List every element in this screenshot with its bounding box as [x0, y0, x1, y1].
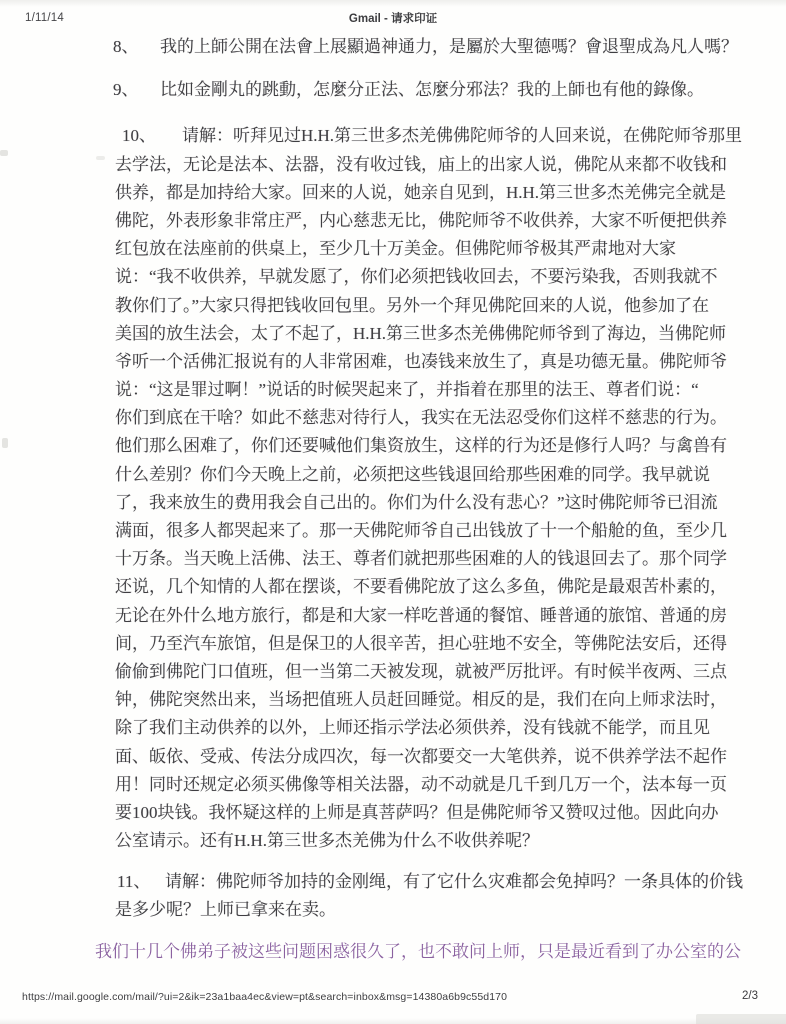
question-number: 9、: [113, 80, 139, 100]
paragraph-line: 红包放在法座前的供桌上，至少几十万美金。但佛陀师爷极其严肃地对大家: [115, 239, 676, 259]
scan-edge-top: [0, 0, 786, 7]
question-number: 10、: [122, 126, 156, 146]
paragraph-line: 偷偷到佛陀门口值班，但一当第二天被发现，就被严厉批评。有时候半夜两、三点: [115, 661, 727, 681]
paragraph-line: 用！同时还规定必须买佛像等相关法器，动不动就是几千到几万一个，法本每一页: [115, 774, 727, 794]
print-date: 1/11/14: [25, 12, 64, 24]
paragraph-line: [115, 76, 755, 104]
question-number: 11、: [117, 872, 151, 892]
question-paragraph: [115, 76, 755, 104]
paragraph-line: 钟，佛陀突然出来，当场把值班人员赶回睡觉。相反的是，我们在向上师求法时，: [115, 690, 727, 710]
closing-note-highlighted: 我们十几个佛弟子被这些问题困惑很久了，也不敢问上师，只是最近看到了办公室的公: [95, 942, 741, 961]
paragraph-line: 供养，都是加持给大家。回来的人说，她亲自见到，H.H.第三世多杰羌佛完全就是: [115, 182, 727, 202]
page-number: 2/3: [742, 990, 758, 1002]
paragraph-line: 是多少呢？上师已拿来在卖。: [115, 900, 336, 920]
paragraph-line: 间，乃至汽车旅馆，但是保卫的人很辛苦，担心驻地不安全，等佛陀法安后，还得: [115, 633, 727, 653]
question-paragraph: [115, 122, 755, 855]
scan-speck: [2, 438, 8, 448]
question-text: 请解：佛陀师爷加持的金刚绳，有了它什么灾难都会免掉吗？一条具体的价钱: [165, 872, 743, 892]
paragraph-line: 爷听一个活佛汇报说有的人非常困难，也凑钱来放生了，真是功德无量。佛陀师爷: [115, 351, 727, 371]
paragraph-line: [115, 868, 755, 896]
question-number: 8、: [113, 37, 139, 56]
paragraph-line: 他们那么困难了，你们还要喊他们集资放生，这样的行为还是修行人吗？与禽兽有: [115, 436, 727, 456]
paragraph-line: [115, 122, 755, 150]
paragraph-line: 说：“这是罪过啊！”说话的时候哭起来了，并指着在那里的法王、尊者们说：“: [115, 380, 699, 400]
scan-speck: [96, 156, 105, 160]
paragraph-line: 无论在外什么地方旅行，都是和大家一样吃普通的餐馆、睡普通的旅馆、普通的房: [115, 605, 727, 625]
question-paragraph: [115, 868, 755, 924]
scan-speck: [0, 150, 8, 156]
source-url: https://mail.google.com/mail/?ui=2&ik=23a1baa4ec&view=pt&search=inbox&msg=14380a6b9c55d170: [22, 991, 508, 1003]
question-paragraph: [115, 33, 755, 61]
paragraph-line: 什么差别？你们今天晚上之前，必须把这些钱退回给那些困难的同学。我早就说: [115, 464, 710, 484]
paragraph-line: 教你们了。”大家只得把钱收回包里。另外一个拜见佛陀回来的人说，他参加了在: [115, 295, 710, 315]
paragraph-line: 十万条。当天晚上活佛、法王、尊者们就把那些困难的人的钱退回去了。那个同学: [115, 549, 727, 569]
paragraph-line: 美国的放生法会，太了不起了，H.H.第三世多杰羌佛佛陀师爷到了海边，当佛陀师: [115, 323, 727, 343]
email-body-text: [115, 33, 755, 925]
paragraph-line: [115, 33, 755, 61]
paragraph-line: 面、皈依、受戒、传法分成四次，每一次都要交一大笔供养，说不供养学法不起作: [115, 746, 727, 766]
question-text: 比如金剛丸的跳動，怎麼分正法、怎麼分邪法？我的上師也有他的錄像。: [160, 80, 704, 100]
paragraph-line: 说：“我不收供养，早就发愿了，你们必须把钱收回去，不要污染我，否则我就不: [115, 267, 718, 287]
paragraph-line: 满面，很多人都哭起来了。那一天佛陀师爷自己出钱放了十一个船舱的鱼，至少几: [115, 521, 727, 540]
scan-smudge: [696, 1014, 786, 1024]
paragraph-line: 公室请示。还有H.H.第三世多杰羌佛为什么不收供养呢？: [115, 831, 540, 851]
scan-edge-bottom: [0, 1018, 786, 1024]
question-text: 我的上師公開在法會上展顯過神通力，是屬於大聖德嗎？會退聖成為凡人嗎？: [160, 37, 738, 56]
paragraph-line: 你们到底在干啥？如此不慈悲对待行人，我实在无法忍受你们这样不慈悲的行为。: [115, 408, 727, 428]
paragraph-line: 佛陀，外表形象非常庄严，内心慈悲无比，佛陀师爷不收供养，大家不听便把供养: [115, 210, 727, 230]
paragraph-line: 除了我们主动供养的以外，上师还指示学法必须供养，没有钱就不能学，而且见: [115, 718, 710, 738]
question-text: 请解：听拜见过H.H.第三世多杰羌佛佛陀师爷的人回来说，在佛陀师爷那里: [182, 126, 743, 146]
document-title: Gmail - 请求印证: [348, 13, 438, 25]
paragraph-line: 还说，几个知情的人都在摆谈，不要看佛陀放了这么多鱼，佛陀是最艰苦朴素的，: [115, 577, 727, 597]
paragraph-line: 要100块钱。我怀疑这样的上师是真菩萨吗？但是佛陀师爷又赞叹过他。因此向办: [115, 802, 719, 822]
paragraph-line: 了，我来放生的费用我会自己出的。你们为什么没有悲心？”这时佛陀师爷已泪流: [115, 492, 718, 512]
paragraph-line: 去学法，无论是法本、法器，没有收过钱，庙上的出家人说，佛陀从来都不收钱和: [115, 154, 727, 174]
